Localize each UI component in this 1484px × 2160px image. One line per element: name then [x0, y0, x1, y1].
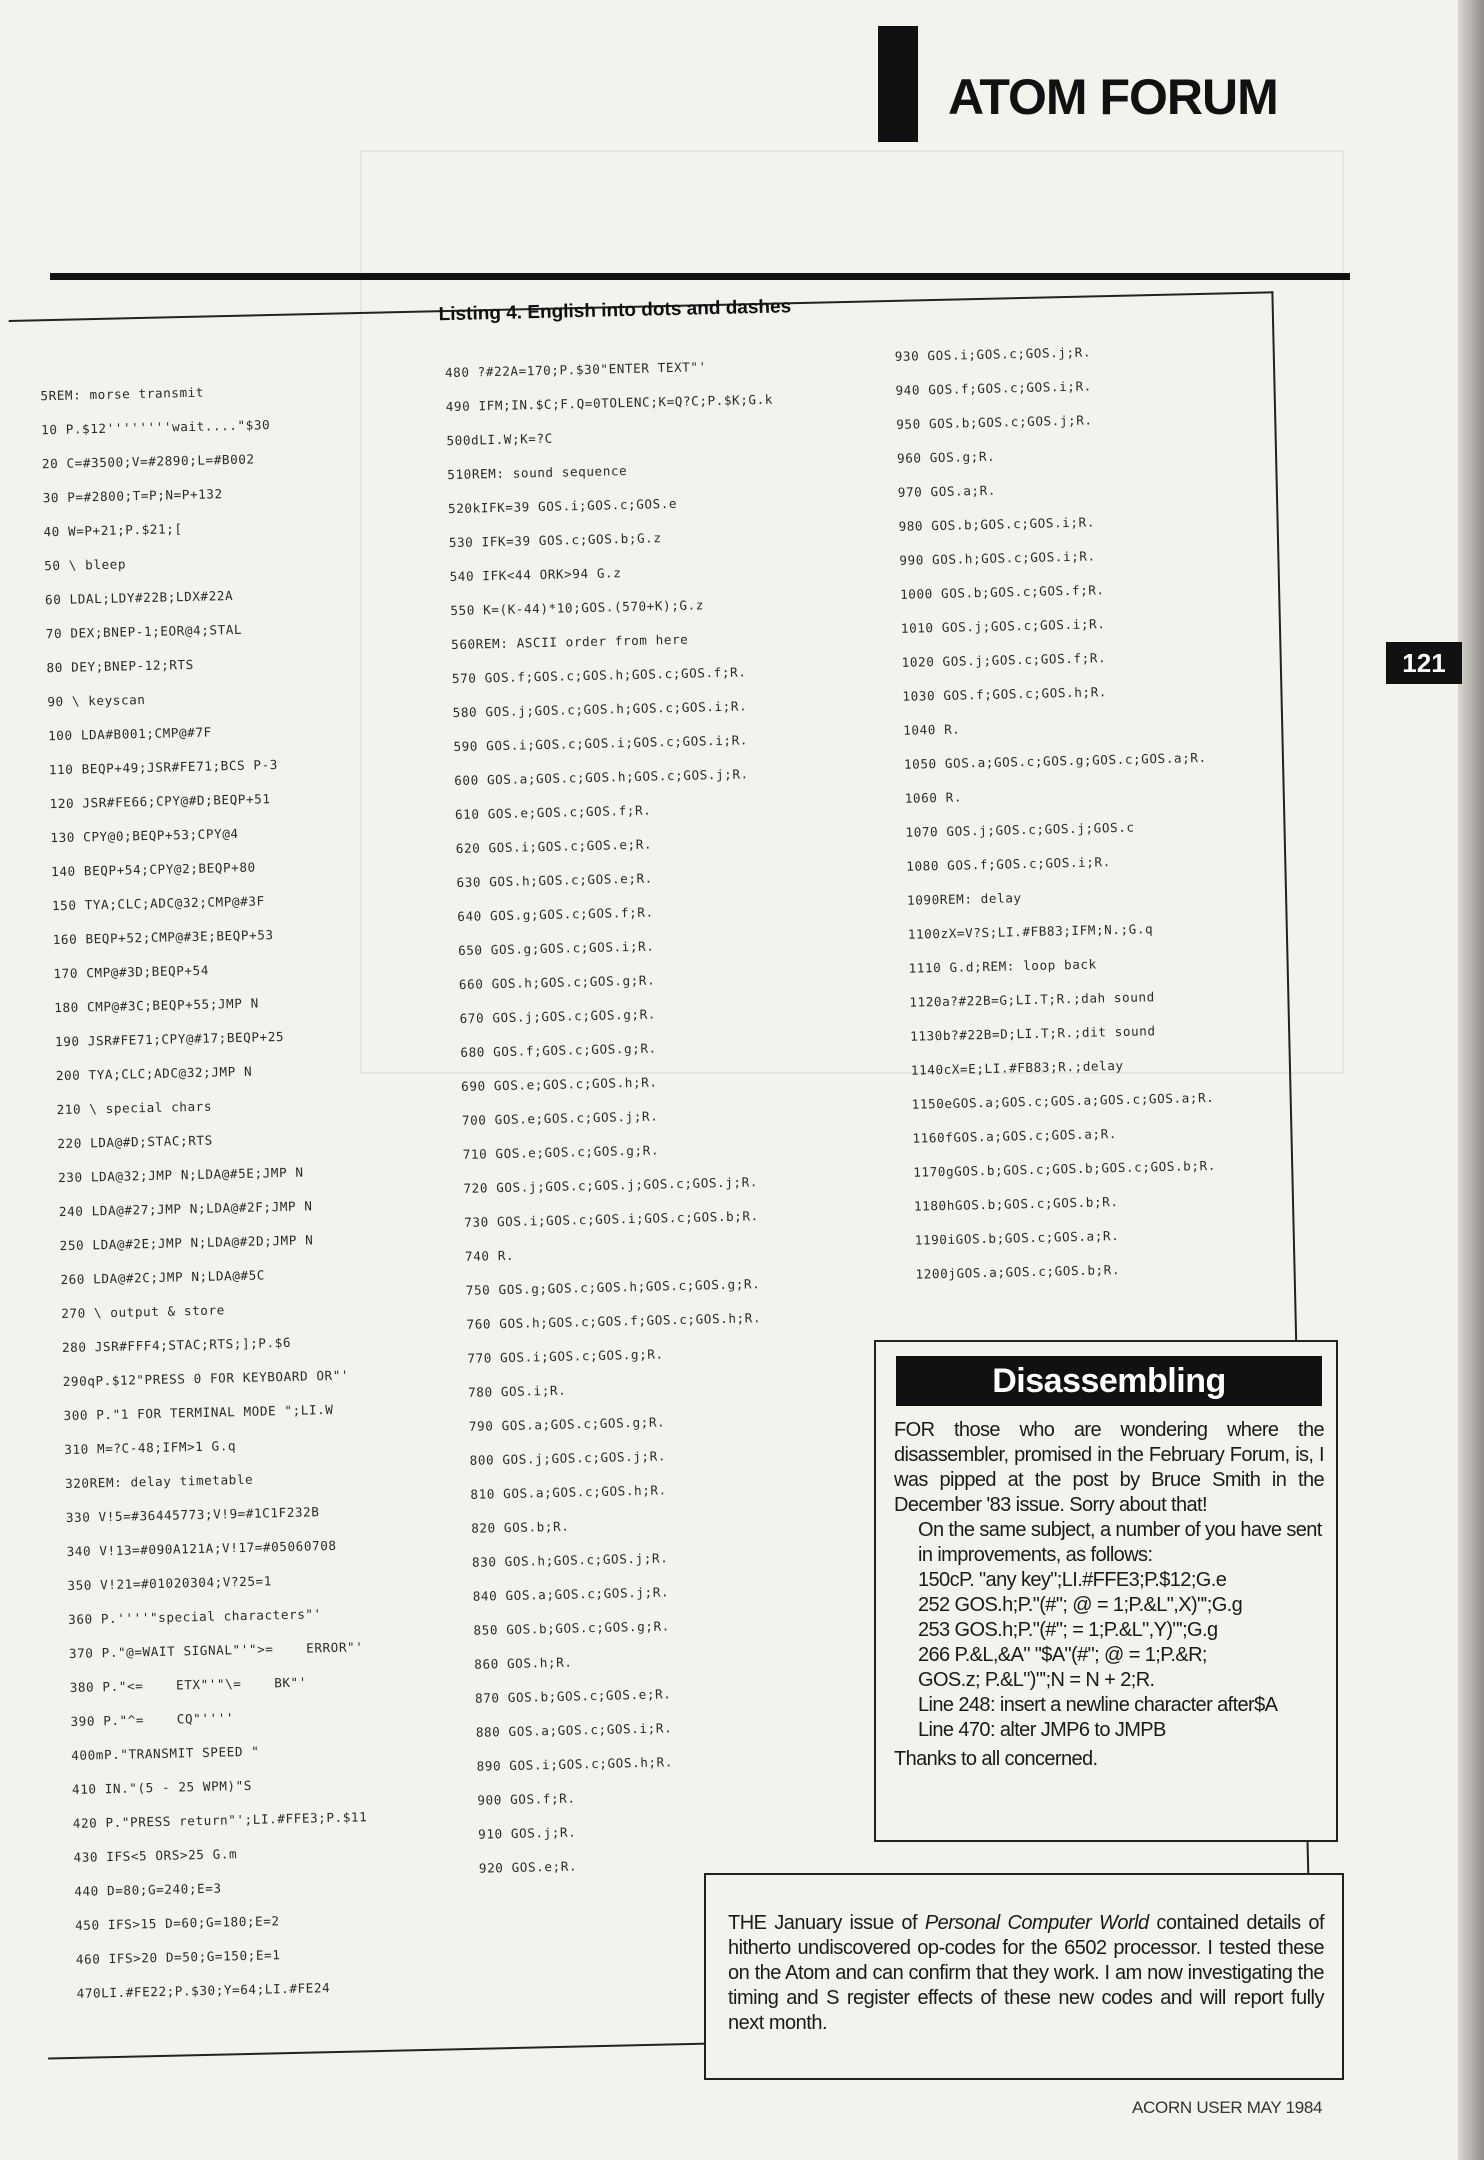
- listing-column-2: [445, 349, 807, 1886]
- listing-line: 1150eGOS.a;GOS.c;GOS.a;GOS.c;GOS.a;R.: [911, 1089, 1215, 1112]
- listing-line: 580 GOS.j;GOS.c;GOS.h;GOS.c;GOS.i;R.: [452, 698, 748, 721]
- listing-line: 360 P.''''"special characters"': [68, 1606, 322, 1627]
- listing-line: 600 GOS.a;GOS.c;GOS.h;GOS.c;GOS.j;R.: [454, 766, 749, 789]
- listing-line: 860 GOS.h;R.: [474, 1654, 573, 1672]
- listing-line: 1170gGOS.b;GOS.c;GOS.b;GOS.c;GOS.b;R.: [913, 1157, 1217, 1180]
- listing-line: 110 BEQP+49;JSR#FE71;BCS P-3: [48, 756, 279, 778]
- listing-line: 960 GOS.g;R.: [896, 448, 996, 466]
- code-line: 253 GOS.h;P."(#"; = 1;P.&L",Y)"';G.g: [918, 1619, 1218, 1641]
- listing-line: 20 C=#3500;V=#2890;L=#B002: [41, 451, 255, 472]
- listing-line: 500dLI.W;K=?C: [446, 430, 554, 449]
- listing-line: 1060 R.: [904, 789, 963, 806]
- listing-line: 220 LDA@#D;STAC;RTS: [57, 1132, 213, 1152]
- listing-line: 450 IFS>15 D=60;G=180;E=2: [74, 1913, 280, 1933]
- disassembling-closing: Thanks to all concerned.: [894, 1748, 1098, 1770]
- listing-line: 90 \ keyscan: [47, 691, 146, 710]
- listing-line: 800 GOS.j;GOS.c;GOS.j;R.: [469, 1448, 667, 1468]
- code-line: 252 GOS.h;P."(#"; @ = 1;P.&L",X)"';G.g: [918, 1594, 1243, 1616]
- listing-line: 820 GOS.b;R.: [471, 1518, 570, 1536]
- listing-line: 1180hGOS.b;GOS.c;GOS.b;R.: [913, 1194, 1119, 1214]
- listing-line: 540 IFK<44 ORK>94 G.z: [449, 565, 622, 585]
- listing-line: 550 K=(K-44)*10;GOS.(570+K);G.z: [450, 597, 705, 619]
- listing-line: 870 GOS.b;GOS.c;GOS.e;R.: [474, 1686, 672, 1706]
- listing-line: 380 P."<= ETX"'"\= BK"': [69, 1674, 308, 1695]
- listing-line: 320REM: delay timetable: [64, 1471, 254, 1492]
- listing-line: 660 GOS.h;GOS.c;GOS.g;R.: [458, 972, 656, 992]
- listing-line: 280 JSR#FFF4;STAC;RTS;];P.$6: [61, 1334, 292, 1356]
- listing-line: 910 GOS.j;R.: [477, 1824, 577, 1842]
- listing-line: 950 GOS.b;GOS.c;GOS.j;R.: [896, 412, 1093, 432]
- listing-line: 40 W=P+21;P.$21;[: [43, 521, 183, 540]
- listing-title: Listing 4. English into dots and dashes: [438, 296, 792, 326]
- listing-line: 760 GOS.h;GOS.c;GOS.f;GOS.c;GOS.h;R.: [466, 1310, 762, 1332]
- listing-line: 1140cX=E;LI.#FB83;R.;delay: [910, 1057, 1124, 1078]
- listing-line: 460 IFS>20 D=50;G=150;E=1: [75, 1947, 281, 1967]
- listing-line: 1000 GOS.b;GOS.c;GOS.f;R.: [899, 582, 1105, 602]
- listing-line: 270 \ output & store: [61, 1302, 226, 1322]
- listing-line: 120 JSR#FE66;CPY@#D;BEQP+51: [49, 791, 271, 812]
- opcode-note-panel: [704, 1873, 1344, 2080]
- listing-line: 1120a?#22B=G;LI.T;R.;dah sound: [909, 989, 1155, 1010]
- listing-line: 980 GOS.b;GOS.c;GOS.i;R.: [898, 514, 1096, 534]
- listing-line: 330 V!5=#36445773;V!9=#1C1F232B: [65, 1504, 320, 1526]
- listing-line: 530 IFK=39 GOS.c;GOS.b;G.z: [448, 530, 662, 551]
- listing-line: 940 GOS.f;GOS.c;GOS.i;R.: [895, 378, 1093, 398]
- listing-line: 130 CPY@0;BEQP+53;CPY@4: [50, 825, 239, 846]
- listing-line: 480 ?#22A=170;P.$30"ENTER TEXT"': [444, 359, 707, 381]
- listing-line: 640 GOS.g;GOS.c;GOS.f;R.: [457, 904, 654, 924]
- listing-line: 520kIFK=39 GOS.i;GOS.c;GOS.e: [447, 495, 678, 517]
- listing-line: 850 GOS.b;GOS.c;GOS.g;R.: [473, 1618, 671, 1638]
- listing-line: 560REM: ASCII order from here: [450, 631, 689, 653]
- listing-line: 150 TYA;CLC;ADC@32;CMP@#3F: [51, 893, 265, 914]
- page-number: 121: [1386, 642, 1462, 684]
- disassembling-paragraph-2: On the same subject, a number of you have sent in improvements, as follows:: [918, 1519, 1322, 1566]
- listing-line: 620 GOS.i;GOS.c;GOS.e;R.: [455, 836, 653, 856]
- listing-line: 610 GOS.e;GOS.c;GOS.f;R.: [454, 802, 652, 822]
- listing-line: 730 GOS.i;GOS.c;GOS.i;GOS.c;GOS.b;R.: [464, 1208, 759, 1230]
- listing-line: 830 GOS.h;GOS.c;GOS.j;R.: [471, 1550, 669, 1570]
- listing-line: 210 \ special chars: [56, 1098, 213, 1118]
- listing-line: 50 \ bleep: [44, 556, 127, 574]
- listing-line: 370 P."@=WAIT SIGNAL"'">= ERROR"': [68, 1639, 364, 1661]
- listing-line: 410 IN."(5 - 25 WPM)"S: [71, 1777, 253, 1797]
- listing-line: 510REM: sound sequence: [447, 462, 628, 483]
- listing-line: 390 P."^= CQ"'''': [70, 1710, 235, 1729]
- listing-line: 790 GOS.a;GOS.c;GOS.g;R.: [468, 1414, 666, 1434]
- code-line: Line 248: insert a newline character after$A: [918, 1694, 1278, 1716]
- listing-line: 900 GOS.f;R.: [477, 1790, 576, 1808]
- listing-column-1: [40, 373, 372, 2011]
- listing-line: 710 GOS.e;GOS.c;GOS.g;R.: [462, 1142, 660, 1162]
- section-title: ATOM FORUM: [948, 69, 1278, 125]
- header-bar: [878, 26, 918, 142]
- code-line: GOS.z; P.&L")"';N = N + 2;R.: [918, 1669, 1155, 1691]
- note-text-start: THE January issue of: [728, 1912, 925, 1934]
- listing-line: 1090REM: delay: [906, 890, 1022, 908]
- page-edge: [1458, 0, 1484, 2160]
- listing-line: 80 DEY;BNEP-12;RTS: [46, 656, 194, 676]
- listing-line: 1020 GOS.j;GOS.c;GOS.f;R.: [901, 650, 1107, 670]
- listing-line: 440 D=80;G=240;E=3: [74, 1880, 222, 1899]
- listing-line: 180 CMP@#3C;BEQP+55;JMP N: [54, 995, 259, 1016]
- code-line: 266 P.&L,&A" "$A"(#"; @ = 1;P.&R;: [918, 1644, 1207, 1666]
- listing-line: 780 GOS.i;R.: [467, 1382, 567, 1400]
- listing-line: 1080 GOS.f;GOS.c;GOS.i;R.: [906, 854, 1111, 874]
- listing-line: 840 GOS.a;GOS.c;GOS.j;R.: [472, 1584, 670, 1604]
- listing-line: 170 CMP@#3D;BEQP+54: [53, 962, 210, 982]
- page-footer: ACORN USER MAY 1984: [1132, 2098, 1323, 2117]
- listing-line: 680 GOS.f;GOS.c;GOS.g;R.: [460, 1040, 657, 1060]
- listing-line: 1050 GOS.a;GOS.c;GOS.g;GOS.c;GOS.a;R.: [903, 749, 1207, 772]
- listing-line: 1190iGOS.b;GOS.c;GOS.a;R.: [914, 1228, 1120, 1248]
- listing-line: 670 GOS.j;GOS.c;GOS.g;R.: [459, 1006, 657, 1026]
- listing-line: 300 P."1 FOR TERMINAL MODE ";LI.W: [63, 1401, 334, 1424]
- listing-line: 880 GOS.a;GOS.c;GOS.i;R.: [475, 1720, 673, 1740]
- listing-line: 630 GOS.h;GOS.c;GOS.e;R.: [456, 870, 654, 890]
- listing-line: 1160fGOS.a;GOS.c;GOS.a;R.: [912, 1126, 1118, 1146]
- listing-column-3: [894, 333, 1218, 1292]
- listing-line: 920 GOS.e;R.: [478, 1858, 578, 1876]
- listing-line: 740 R.: [464, 1247, 515, 1264]
- listing-line: 930 GOS.i;GOS.c;GOS.j;R.: [894, 344, 1092, 364]
- listing-line: 570 GOS.f;GOS.c;GOS.h;GOS.c;GOS.f;R.: [451, 664, 747, 687]
- listing-line: 470LI.#FE22;P.$30;Y=64;LI.#FE24: [76, 1980, 331, 2001]
- listing-line: 400mP."TRANSMIT SPEED ": [71, 1743, 260, 1763]
- disassembling-panel: [874, 1340, 1338, 1842]
- note-magazine-title: Personal Computer World: [924, 1912, 1149, 1934]
- listing-line: 230 LDA@32;JMP N;LDA@#5E;JMP N: [57, 1164, 304, 1186]
- listing-line: 1200jGOS.a;GOS.c;GOS.b;R.: [915, 1262, 1121, 1282]
- listing-line: 700 GOS.e;GOS.c;GOS.j;R.: [461, 1108, 659, 1128]
- code-line: 150cP. "any key";LI.#FFE3;P.$12;G.e: [918, 1569, 1227, 1591]
- listing-line: 490 IFM;IN.$C;F.Q=0TOLENC;K=Q?C;P.$K;G.k: [445, 391, 774, 415]
- listing-line: 70 DEX;BNEP-1;EOR@4;STAL: [45, 621, 243, 642]
- listing-line: 770 GOS.i;GOS.c;GOS.g;R.: [467, 1346, 664, 1366]
- opcode-note-text: [728, 1911, 1324, 2036]
- listing-line: 650 GOS.g;GOS.c;GOS.i;R.: [457, 938, 655, 958]
- disassembling-body: [894, 1418, 1324, 1772]
- listing-line: 810 GOS.a;GOS.c;GOS.h;R.: [470, 1482, 667, 1502]
- listing-line: 1100zX=V?S;LI.#FB83;IFM;N.;G.q: [907, 921, 1154, 942]
- listing-line: 5REM: morse transmit: [40, 384, 205, 404]
- listing-line: 340 V!13=#090A121A;V!17=#05060708: [66, 1537, 337, 1559]
- listing-line: 750 GOS.g;GOS.c;GOS.h;GOS.c;GOS.g;R.: [465, 1276, 761, 1298]
- code-line: Line 470: alter JMP6 to JMPB: [918, 1719, 1166, 1741]
- listing-line: 160 BEQP+52;CMP@#3E;BEQP+53: [52, 927, 274, 948]
- listing-line: 260 LDA@#2C;JMP N;LDA@#5C: [60, 1267, 266, 1288]
- listing-line: 430 IFS<5 ORS>25 G.m: [73, 1846, 238, 1865]
- listing-line: 100 LDA#B001;CMP@#7F: [47, 724, 212, 744]
- listing-line: 1010 GOS.j;GOS.c;GOS.i;R.: [900, 616, 1106, 636]
- listing-line: 250 LDA@#2E;JMP N;LDA@#2D;JMP N: [59, 1232, 314, 1254]
- listing-line: 590 GOS.i;GOS.c;GOS.i;GOS.c;GOS.i;R.: [453, 732, 749, 755]
- listing-line: 290qP.$12"PRESS 0 FOR KEYBOARD OR"': [62, 1367, 350, 1390]
- listing-line: 140 BEQP+54;CPY@2;BEQP+80: [51, 859, 256, 880]
- listing-line: 1030 GOS.f;GOS.c;GOS.h;R.: [902, 684, 1108, 704]
- listing-line: 30 P=#2800;T=P;N=P+132: [42, 486, 223, 506]
- disassembling-paragraph-1: FOR those who are wondering where the disassembler, promised in the February Forum, is, I was pipped at the post by Bruce Smith in the December '83 issue. Sorry about that!: [894, 1419, 1324, 1516]
- listing-line: 1040 R.: [903, 721, 961, 738]
- listing-line: 60 LDAL;LDY#22B;LDX#22A: [44, 587, 234, 608]
- listing-line: 240 LDA@#27;JMP N;LDA@#2F;JMP N: [58, 1198, 313, 1220]
- listing-line: 350 V!21=#01020304;V?25=1: [67, 1573, 273, 1593]
- listing-line: 690 GOS.e;GOS.c;GOS.h;R.: [461, 1074, 658, 1094]
- listing-line: 1110 G.d;REM: loop back: [908, 956, 1097, 976]
- listing-line: 720 GOS.j;GOS.c;GOS.j;GOS.c;GOS.j;R.: [463, 1174, 759, 1196]
- listing-line: 1070 GOS.j;GOS.c;GOS.j;GOS.c: [905, 819, 1135, 840]
- listing-line: 1130b?#22B=D;LI.T;R.;dit sound: [909, 1023, 1156, 1044]
- listing-line: 970 GOS.a;R.: [897, 482, 997, 500]
- listing-line: 190 JSR#FE71;CPY@#17;BEQP+25: [54, 1028, 285, 1050]
- listing-line: 890 GOS.i;GOS.c;GOS.h;R.: [476, 1754, 674, 1774]
- disassembling-heading: Disassembling: [896, 1356, 1322, 1406]
- listing-line: 310 M=?C-48;IFM>1 G.q: [64, 1438, 237, 1458]
- listing-line: 10 P.$12''''''''wait...."$30: [41, 417, 271, 438]
- listing-line: 420 P."PRESS return"';LI.#FFE3;P.$11: [72, 1809, 368, 1831]
- note-text-end: contained details of hitherto undiscovered op-codes for the 6502 processor. I tested these on the Atom and can confirm that they work. I am now investigating the timing and S register effects of these new codes and will report fully next month.: [728, 1912, 1325, 2034]
- listing-line: 990 GOS.h;GOS.c;GOS.i;R.: [899, 548, 1096, 568]
- listing-line: 200 TYA;CLC;ADC@32;JMP N: [55, 1063, 253, 1084]
